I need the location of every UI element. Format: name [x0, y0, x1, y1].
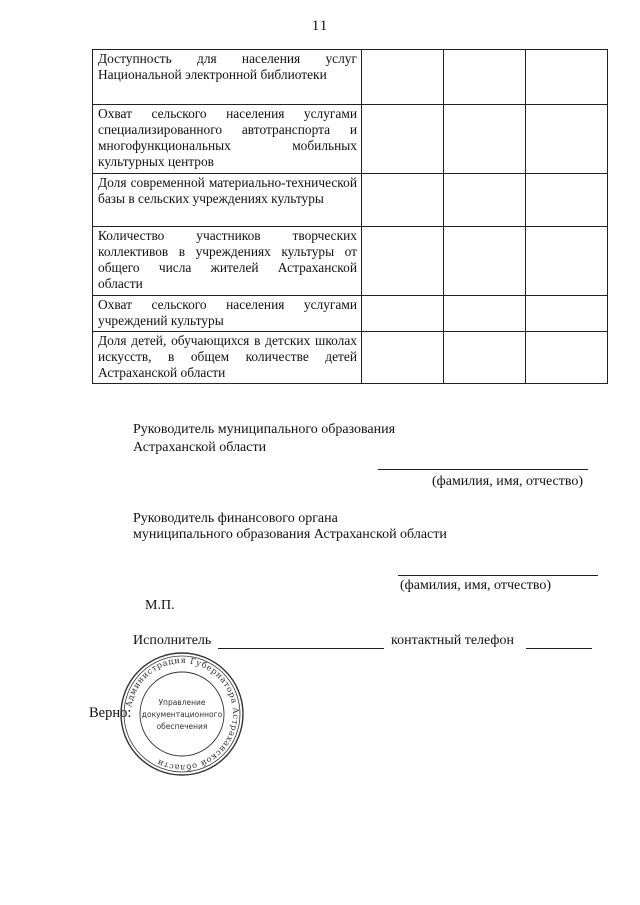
stamp-ring-text: Администрация Губернатора Астраханской области	[123, 654, 242, 774]
phone-label: контактный телефон	[391, 633, 514, 648]
name-caption: (фамилия, имя, отчество)	[400, 578, 552, 593]
certified-label: Верно:	[89, 705, 132, 721]
value-cell	[362, 50, 444, 105]
value-cell	[362, 332, 444, 384]
table-row	[93, 105, 608, 174]
seal-place-label: М.П.	[145, 598, 175, 613]
stamp-center-line: Управление	[158, 698, 206, 707]
finance-head-org: муниципального образования Астраханской области	[133, 527, 447, 542]
value-cell	[444, 332, 526, 384]
executor-label: Исполнитель	[133, 633, 212, 648]
indicator-name: Охват сельского населения услугами учреждений культуры	[93, 296, 362, 332]
phone-line	[526, 648, 592, 649]
table-row	[93, 296, 608, 332]
finance-head-label: Руководитель финансового органа	[133, 511, 338, 526]
table-row	[93, 174, 608, 227]
value-cell	[444, 105, 526, 174]
value-cell	[362, 227, 444, 296]
value-cell	[526, 105, 608, 174]
official-stamp-icon	[119, 651, 245, 777]
indicators-table	[92, 49, 608, 384]
value-cell	[526, 227, 608, 296]
municipal-head-region: Астраханской области	[133, 440, 267, 455]
stamp-center-line: обеспечения	[156, 722, 208, 731]
table-row	[93, 332, 608, 384]
executor-line	[218, 648, 384, 649]
signature-line	[398, 575, 598, 576]
value-cell	[526, 332, 608, 384]
value-cell	[444, 296, 526, 332]
value-cell	[444, 174, 526, 227]
indicator-name: Доля детей, обучающихся в детских школах искусств, в общем количестве детей Астраханской области	[93, 332, 362, 384]
stamp-center-line: документационного	[141, 710, 223, 719]
value-cell	[526, 50, 608, 105]
indicator-name: Количество участников творческих коллективов в учреждениях культуры от общего числа жителей Астраханской области	[93, 227, 362, 296]
municipal-head-label: Руководитель муниципального образования	[133, 422, 396, 437]
table-row	[93, 227, 608, 296]
signature-line	[378, 469, 588, 470]
page-number: 11	[311, 18, 329, 34]
value-cell	[362, 105, 444, 174]
value-cell	[526, 296, 608, 332]
value-cell	[362, 296, 444, 332]
table-row	[93, 50, 608, 105]
value-cell	[362, 174, 444, 227]
value-cell	[444, 227, 526, 296]
value-cell	[444, 50, 526, 105]
indicator-name: Доступность для населения услуг Национальной электронной библиотеки	[93, 50, 362, 105]
indicator-name: Охват сельского населения услугами специализированного автотранспорта и многофункциональных мобильных культурных центров	[93, 105, 362, 174]
name-caption: (фамилия, имя, отчество)	[432, 474, 584, 489]
value-cell	[526, 174, 608, 227]
indicator-name: Доля современной материально-технической базы в сельских учреждениях культуры	[93, 174, 362, 227]
